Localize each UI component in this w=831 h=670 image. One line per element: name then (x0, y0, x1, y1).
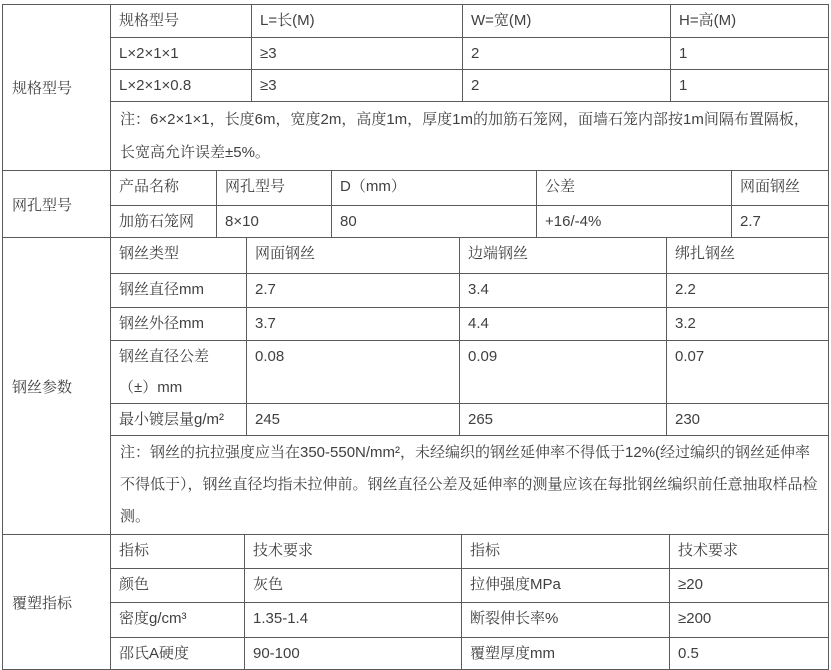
table-row (111, 205, 828, 237)
table-cell: ≥20 (669, 569, 828, 602)
header-cell: H=高(M) (670, 5, 828, 37)
section-label: 规格型号 (3, 5, 111, 170)
table-cell: 密度g/cm³ (119, 610, 187, 627)
section-body (111, 238, 828, 534)
table-cell: L×2×1×1 (119, 45, 179, 62)
header-cell: 技术要求 (669, 535, 828, 568)
table-cell: 加筋石笼网 (119, 213, 195, 230)
table-cell: 265 (459, 404, 666, 435)
table-cell: 2.7 (731, 206, 828, 237)
table-cell: 钢丝直径公差（±）mm (119, 348, 210, 396)
table-cell: 灰色 (244, 569, 461, 602)
table-cell: 1 (670, 38, 828, 69)
table-row (111, 37, 828, 69)
table-cell: ≥200 (669, 603, 828, 637)
section-label: 网孔型号 (3, 171, 111, 237)
table-cell: ≥3 (251, 38, 462, 69)
table-cell: 颜色 (119, 576, 150, 593)
section-note: 注：钢丝的抗拉强度应当在350-550N/mm²，未经编织的钢丝延伸率不得低于12%(经过编织的钢丝延伸率不得低于），钢丝直径均指未拉伸前。钢丝直径公差及延伸率的测量应该在每批钢丝编织前任意抽取样品检测。 (111, 435, 828, 534)
header-cell: 指标 (119, 542, 150, 559)
table-cell: 2 (462, 70, 670, 101)
table-header-row (111, 238, 828, 273)
header-cell: D（mm） (331, 171, 536, 205)
table-cell: 拉伸强度MPa (461, 569, 669, 602)
table-cell: 钢丝外径mm (119, 315, 204, 332)
table-row (111, 602, 828, 637)
table-cell: 4.4 (459, 308, 666, 340)
table-cell: 0.09 (459, 341, 666, 403)
table-cell: ≥3 (251, 70, 462, 101)
table-row (111, 637, 828, 669)
table-row (111, 307, 828, 340)
table-cell: 3.7 (246, 308, 459, 340)
table-cell: 2.7 (246, 274, 459, 307)
header-cell: L=长(M) (251, 5, 462, 37)
table-cell: 245 (246, 404, 459, 435)
section-coating-specs (3, 534, 828, 669)
section-label: 覆塑指标 (3, 535, 111, 669)
table-cell: 1 (670, 70, 828, 101)
table-row (111, 340, 828, 403)
table-cell: L×2×1×0.8 (119, 77, 192, 94)
table-cell: 230 (666, 404, 828, 435)
header-cell: 边端钢丝 (459, 238, 666, 273)
section-body (111, 5, 828, 170)
header-cell: 产品名称 (119, 178, 180, 195)
table-cell: +16/-4% (536, 206, 731, 237)
table-cell: 最小镀层量g/m² (119, 411, 225, 428)
table-row (111, 69, 828, 101)
table-cell: 覆塑厚度mm (461, 638, 669, 669)
table-header-row (111, 535, 828, 568)
table-cell: 0.07 (666, 341, 828, 403)
table-cell: 0.5 (669, 638, 828, 669)
table-cell: 0.08 (246, 341, 459, 403)
product-spec-table (2, 4, 829, 670)
table-header-row (111, 171, 828, 205)
header-cell: 绑扎钢丝 (666, 238, 828, 273)
section-label: 钢丝参数 (3, 238, 111, 534)
table-cell: 2 (462, 38, 670, 69)
section-note: 注：6×2×1×1，长度6m，宽度2m，高度1m，厚度1m的加筋石笼网，面墙石笼内部按1m间隔布置隔板，长宽高允许误差±5%。 (111, 101, 828, 170)
section-body (111, 171, 828, 237)
table-row (111, 273, 828, 307)
table-cell: 8×10 (216, 206, 331, 237)
header-cell: 技术要求 (244, 535, 461, 568)
section-wire-params (3, 237, 828, 534)
section-mesh-model (3, 170, 828, 237)
header-cell: 钢丝类型 (119, 245, 180, 262)
header-cell: 指标 (461, 535, 669, 568)
table-cell: 钢丝直径mm (119, 281, 204, 298)
header-cell: 网面钢丝 (246, 238, 459, 273)
table-cell: 80 (331, 206, 536, 237)
table-header-row (111, 5, 828, 37)
header-cell: 网孔型号 (216, 171, 331, 205)
table-cell: 3.2 (666, 308, 828, 340)
section-spec-model (3, 5, 828, 170)
table-cell: 1.35-1.4 (244, 603, 461, 637)
header-cell: 网面钢丝 (731, 171, 828, 205)
table-row (111, 568, 828, 602)
table-cell: 3.4 (459, 274, 666, 307)
table-cell: 90-100 (244, 638, 461, 669)
section-body (111, 535, 828, 669)
header-cell: 规格型号 (119, 12, 180, 29)
table-row (111, 403, 828, 435)
table-cell: 邵氏A硬度 (119, 645, 190, 662)
table-cell: 2.2 (666, 274, 828, 307)
table-cell: 断裂伸长率% (461, 603, 669, 637)
header-cell: 公差 (536, 171, 731, 205)
header-cell: W=宽(M) (462, 5, 670, 37)
